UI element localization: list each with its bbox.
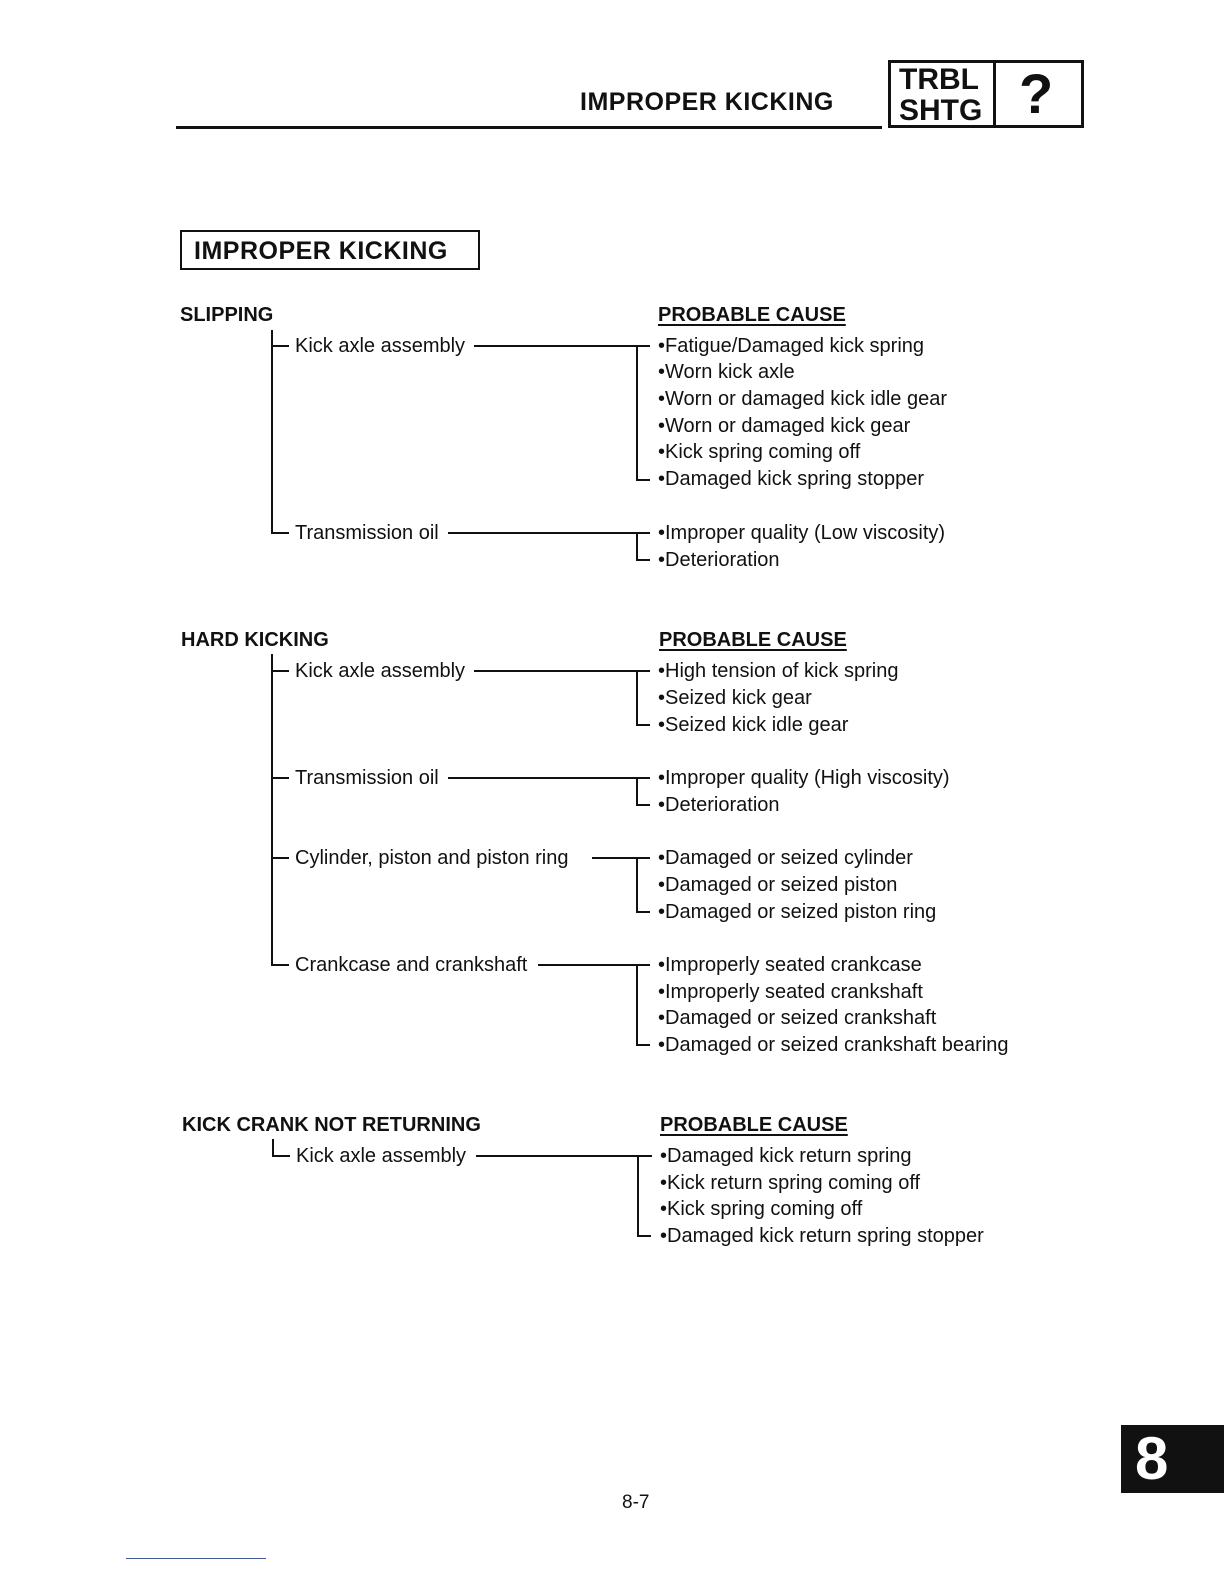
kick-crank-cause-heading: PROBABLE CAUSE: [660, 1114, 848, 1136]
badge-line1: TRBL: [899, 63, 979, 96]
cause-bracket-foot: [636, 559, 650, 561]
hard-item-kick-axle: Kick axle assembly: [295, 660, 466, 682]
cause-item: •Worn or damaged kick idle gear: [658, 388, 947, 410]
connector-line: [476, 1155, 652, 1157]
section-title: IMPROPER KICKING: [180, 230, 480, 270]
slipping-branch: [271, 532, 289, 534]
page-header-title: IMPROPER KICKING: [580, 88, 834, 116]
slipping-heading: SLIPPING: [180, 304, 274, 326]
question-mark-icon: ?: [1019, 62, 1054, 125]
connector-line: [474, 670, 650, 672]
cause-bracket-foot: [636, 1044, 650, 1046]
cause-item: •Improper quality (High viscosity): [658, 767, 950, 789]
cause-item: •Fatigue/Damaged kick spring: [658, 335, 925, 357]
cause-bracket: [636, 777, 638, 805]
badge-text: [899, 64, 982, 126]
connector-line: [592, 857, 650, 859]
hard-kicking-branch: [271, 964, 289, 966]
badge-line2: SHTG: [899, 94, 983, 127]
slipping-branch: [271, 345, 289, 347]
slipping-item-kick-axle: Kick axle assembly: [295, 335, 466, 357]
cause-item: •Improperly seated crankshaft: [658, 981, 923, 1003]
cause-item: •Kick spring coming off: [660, 1198, 863, 1220]
cause-item: •Kick spring coming off: [658, 441, 861, 463]
cause-bracket: [636, 670, 638, 725]
header-rule: [176, 126, 882, 129]
hard-item-crankcase: Crankcase and crankshaft: [295, 954, 528, 976]
hard-kicking-tree-trunk: [271, 654, 273, 965]
hard-kicking-branch: [271, 857, 289, 859]
cause-bracket-foot: [636, 911, 650, 913]
cause-bracket: [636, 857, 638, 912]
cause-bracket-foot: [636, 479, 650, 481]
hard-item-transmission-oil: Transmission oil: [295, 767, 439, 789]
cause-item: •Damaged or seized crankshaft: [658, 1007, 937, 1029]
cause-bracket: [636, 964, 638, 1045]
cause-item: •Damaged or seized cylinder: [658, 847, 913, 869]
slipping-cause-heading: PROBABLE CAUSE: [658, 304, 846, 326]
cause-item: •Improperly seated crankcase: [658, 954, 922, 976]
cause-item: •Seized kick gear: [658, 687, 812, 709]
kick-crank-heading: KICK CRANK NOT RETURNING: [182, 1114, 481, 1136]
cause-bracket-foot: [636, 804, 650, 806]
cause-bracket: [636, 345, 638, 480]
cause-bracket-foot: [637, 1235, 651, 1237]
cause-item: •Worn kick axle: [658, 361, 795, 383]
kick-crank-tree-trunk: [272, 1139, 274, 1156]
page-number: 8-7: [622, 1492, 650, 1513]
trbl-shtg-badge: [888, 60, 1084, 128]
cause-item: •Damaged or seized piston ring: [658, 901, 937, 923]
cause-bracket: [637, 1155, 639, 1236]
hard-kicking-cause-heading: PROBABLE CAUSE: [659, 629, 847, 651]
slipping-item-transmission-oil: Transmission oil: [295, 522, 439, 544]
cause-item: •Deterioration: [658, 794, 780, 816]
badge-divider: [993, 63, 996, 125]
cause-item: •Deterioration: [658, 549, 780, 571]
cause-item: •High tension of kick spring: [658, 660, 899, 682]
hard-kicking-heading: HARD KICKING: [181, 629, 329, 651]
hard-item-cylinder-piston: Cylinder, piston and piston ring: [295, 847, 569, 869]
kick-crank-branch: [272, 1155, 290, 1157]
connector-line: [474, 345, 650, 347]
cause-item: •Kick return spring coming off: [660, 1172, 921, 1194]
cause-bracket-foot: [636, 724, 650, 726]
cause-item: •Damaged or seized piston: [658, 874, 898, 896]
connector-line: [448, 777, 650, 779]
cause-item: •Damaged or seized crankshaft bearing: [658, 1034, 1009, 1056]
cause-item: •Worn or damaged kick gear: [658, 415, 911, 437]
connector-line: [448, 532, 650, 534]
hard-kicking-branch: [271, 670, 289, 672]
slipping-tree-trunk: [271, 330, 273, 534]
bottom-rule: [126, 1558, 266, 1559]
cause-item: •Damaged kick return spring stopper: [660, 1225, 984, 1247]
cause-item: •Improper quality (Low viscosity): [658, 522, 946, 544]
cause-bracket: [636, 532, 638, 560]
cause-item: •Damaged kick spring stopper: [658, 468, 925, 490]
connector-line: [538, 964, 650, 966]
hard-kicking-branch: [271, 777, 289, 779]
cause-item: •Seized kick idle gear: [658, 714, 849, 736]
cause-item: •Damaged kick return spring: [660, 1145, 912, 1167]
kick-crank-item-kick-axle: Kick axle assembly: [296, 1145, 467, 1167]
chapter-tab: 8: [1121, 1425, 1224, 1493]
